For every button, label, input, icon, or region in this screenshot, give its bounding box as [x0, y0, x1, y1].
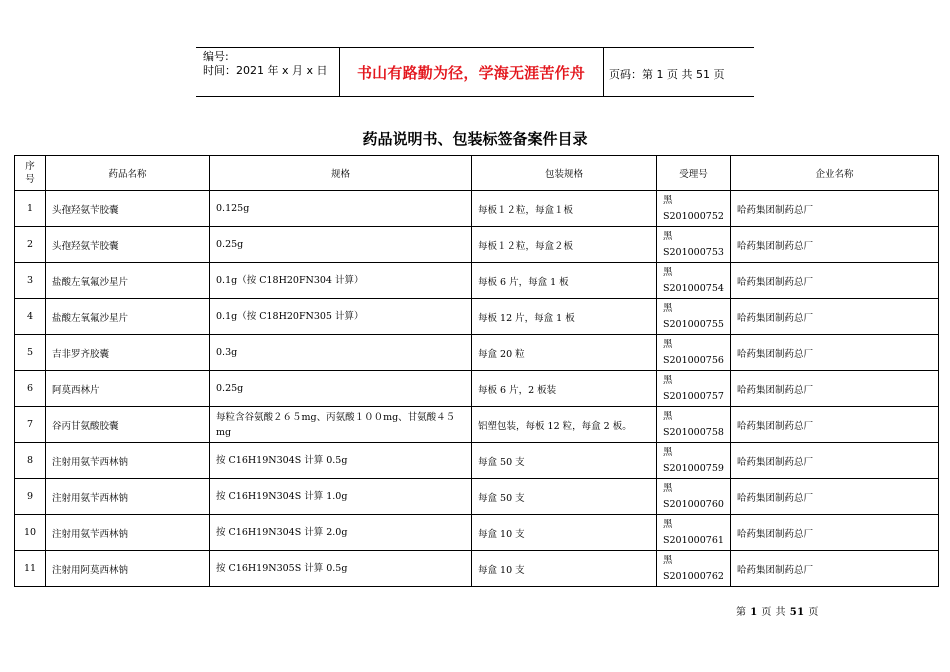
table-row — [15, 335, 939, 371]
cell-no: 3 — [15, 263, 46, 299]
table-row — [15, 371, 939, 407]
cell-no: 6 — [15, 371, 46, 407]
cell-company: 哈药集团制药总厂 — [731, 227, 939, 263]
cell-packaging: 每盒 50 支 — [472, 479, 657, 515]
cell-no: 1 — [15, 191, 46, 227]
header-spec: 规格 — [210, 156, 472, 191]
table-header-row — [15, 156, 939, 191]
cell-drug-name: 谷丙甘氨酸胶囊 — [46, 407, 210, 443]
cell-acceptance-no: 黑 S201000760 — [657, 479, 731, 515]
cell-spec: 0.25g — [210, 371, 472, 407]
cell-company: 哈药集团制药总厂 — [731, 479, 939, 515]
header-acceptance-no: 受理号 — [657, 156, 731, 191]
cell-acceptance-no: 黑 S201000759 — [657, 443, 731, 479]
cell-spec: 按 C16H19N305S 计算 0.5g — [210, 551, 472, 587]
cell-acceptance-no: 黑 S201000758 — [657, 407, 731, 443]
document-title: 药品说明书、包装标签备案件目录 — [362, 130, 588, 148]
cell-no: 2 — [15, 227, 46, 263]
cell-packaging: 每盒 10 支 — [472, 551, 657, 587]
table-row — [15, 227, 939, 263]
table-row — [15, 407, 939, 443]
table-row — [15, 515, 939, 551]
motto: 书山有路勤为径，学海无涯苦作舟 — [356, 64, 585, 82]
cell-drug-name: 盐酸左氧氟沙星片 — [46, 299, 210, 335]
table-body — [15, 191, 939, 587]
cell-company: 哈药集团制药总厂 — [731, 263, 939, 299]
cell-no: 5 — [15, 335, 46, 371]
cell-no: 4 — [15, 299, 46, 335]
cell-spec: 0.1g（按 C18H20FN304 计算） — [210, 263, 472, 299]
cell-acceptance-no: 黑 S201000761 — [657, 515, 731, 551]
cell-packaging: 每板１２粒，每盒２板 — [472, 227, 657, 263]
header-bottom-rule — [196, 96, 754, 97]
cell-company: 哈药集团制药总厂 — [731, 551, 939, 587]
cell-acceptance-no: 黑 S201000756 — [657, 335, 731, 371]
cell-company: 哈药集团制药总厂 — [731, 299, 939, 335]
cell-drug-name: 注射用氨苄西林钠 — [46, 443, 210, 479]
cell-packaging: 每板 6 片，2 板装 — [472, 371, 657, 407]
cell-no: 11 — [15, 551, 46, 587]
cell-no: 7 — [15, 407, 46, 443]
cell-packaging: 每板１２粒，每盒１板 — [472, 191, 657, 227]
cell-drug-name: 头孢羟氨苄胶囊 — [46, 191, 210, 227]
cell-spec: 按 C16H19N304S 计算 2.0g — [210, 515, 472, 551]
cell-acceptance-no: 黑 S201000754 — [657, 263, 731, 299]
cell-acceptance-no: 黑 S201000757 — [657, 371, 731, 407]
header-top-rule — [196, 47, 754, 48]
header-drug-name: 药品名称 — [46, 156, 210, 191]
cell-company: 哈药集团制药总厂 — [731, 191, 939, 227]
table-row — [15, 443, 939, 479]
cell-drug-name: 吉非罗齐胶囊 — [46, 335, 210, 371]
cell-no: 9 — [15, 479, 46, 515]
cell-company: 哈药集团制药总厂 — [731, 515, 939, 551]
header-packaging: 包装规格 — [472, 156, 657, 191]
cell-company: 哈药集团制药总厂 — [731, 371, 939, 407]
cell-spec: 0.25g — [210, 227, 472, 263]
cell-company: 哈药集团制药总厂 — [731, 443, 939, 479]
header-left — [203, 50, 328, 78]
cell-drug-name: 注射用氨苄西林钠 — [46, 515, 210, 551]
cell-no: 8 — [15, 443, 46, 479]
footer-mid: 页 共 — [761, 607, 787, 618]
page-footer — [736, 603, 819, 618]
number-label: 编号: — [203, 50, 229, 63]
cell-packaging: 每板 6 片，每盒 1 板 — [472, 263, 657, 299]
table-row — [15, 191, 939, 227]
page-code: 页码：第 1 页 共 51 页 — [609, 68, 725, 81]
cell-packaging: 铝塑包装，每板 12 粒，每盒 2 板。 — [472, 407, 657, 443]
cell-spec: 0.125g — [210, 191, 472, 227]
cell-drug-name: 阿莫西林片 — [46, 371, 210, 407]
header-no: 序 号 — [15, 156, 46, 191]
cell-spec: 0.1g（按 C18H20FN305 计算） — [210, 299, 472, 335]
cell-acceptance-no: 黑 S201000752 — [657, 191, 731, 227]
filing-table — [14, 155, 939, 587]
table-row — [15, 479, 939, 515]
cell-packaging: 每板 12 片，每盒 1 板 — [472, 299, 657, 335]
table-row — [15, 299, 939, 335]
cell-drug-name: 注射用阿莫西林钠 — [46, 551, 210, 587]
cell-packaging: 每盒 20 粒 — [472, 335, 657, 371]
cell-spec: 按 C16H19N304S 计算 1.0g — [210, 479, 472, 515]
footer-suffix: 页 — [808, 607, 819, 618]
header-company: 企业名称 — [731, 156, 939, 191]
cell-drug-name: 盐酸左氧氟沙星片 — [46, 263, 210, 299]
cell-spec: 0.3g — [210, 335, 472, 371]
time-label: 时间：2021 年 x 月 x 日 — [203, 64, 328, 77]
footer-prefix: 第 — [736, 607, 747, 618]
cell-acceptance-no: 黑 S201000753 — [657, 227, 731, 263]
footer-current-page: 1 — [750, 607, 758, 618]
cell-spec: 按 C16H19N304S 计算 0.5g — [210, 443, 472, 479]
cell-no: 10 — [15, 515, 46, 551]
header-divider — [603, 47, 604, 96]
cell-spec: 每粒含谷氨酸２６５mg、丙氨酸１００mg、甘氨酸４５mg — [210, 407, 472, 443]
cell-drug-name: 头孢羟氨苄胶囊 — [46, 227, 210, 263]
table-row — [15, 551, 939, 587]
cell-packaging: 每盒 10 支 — [472, 515, 657, 551]
cell-drug-name: 注射用氨苄西林钠 — [46, 479, 210, 515]
footer-total-pages: 51 — [789, 607, 805, 618]
cell-acceptance-no: 黑 S201000755 — [657, 299, 731, 335]
cell-company: 哈药集团制药总厂 — [731, 335, 939, 371]
cell-company: 哈药集团制药总厂 — [731, 407, 939, 443]
cell-acceptance-no: 黑 S201000762 — [657, 551, 731, 587]
table-row — [15, 263, 939, 299]
cell-packaging: 每盒 50 支 — [472, 443, 657, 479]
